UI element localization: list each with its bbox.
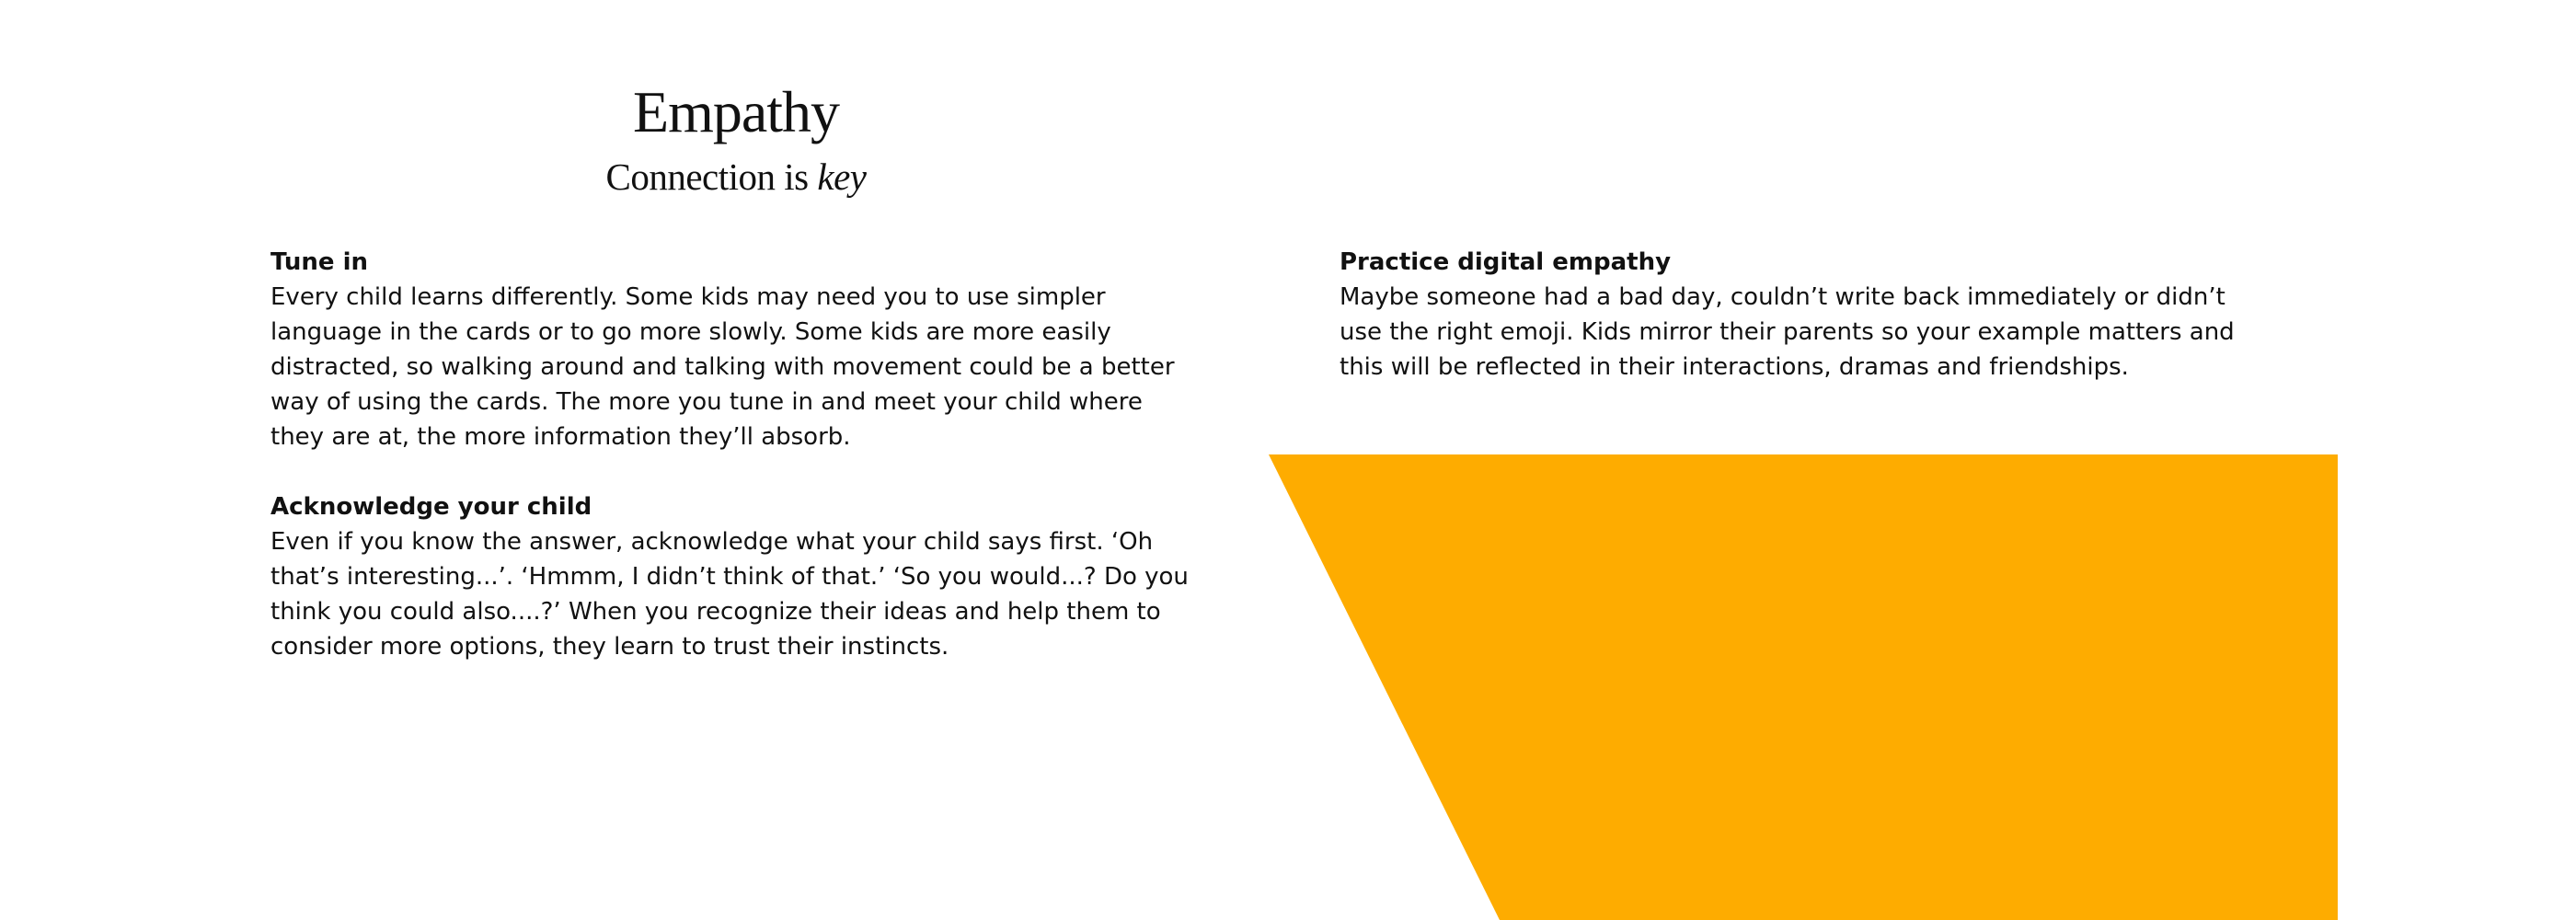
left-column (270, 245, 1200, 664)
right-column (1340, 245, 2269, 385)
section-heading: Practice digital empathy (1340, 248, 1672, 276)
subtitle-text: Connection is (605, 155, 818, 198)
section-acknowledge-your-child (270, 489, 1200, 664)
section-body: Every child learns differently. Some kids may need you to use simpler language in the cards or to go more slowly. Some kids are more easily distracted, so walking around and talking with movement could be a better way of using the cards. The more you tune in and meet your child where they are at, the more information they’ll absorb. (270, 283, 1175, 451)
title-block (543, 79, 929, 198)
section-body: Even if you know the answer, acknowledge what your child says first. ‘Oh that’s interesting...’. ‘Hmmm, I didn’t think of that.’ ‘So you would...? Do you think you could also....?’ When you recognize their ideas and help them to consider more options, they learn to trust their instincts. (270, 528, 1189, 661)
subtitle-emphasis: key (817, 155, 867, 198)
accent-trapezoid (1269, 454, 2338, 920)
section-heading: Tune in (270, 248, 369, 276)
section-heading: Acknowledge your child (270, 493, 592, 521)
page-subtitle (543, 155, 929, 198)
section-tune-in (270, 245, 1200, 454)
section-body: Maybe someone had a bad day, couldn’t write back immediately or didn’t use the right emoji. Kids mirror their parents so your example matters and this will be reflected in their interactions, dramas and friendships. (1340, 283, 2235, 381)
page-title: Empathy (632, 79, 840, 144)
section-practice-digital-empathy (1340, 245, 2269, 385)
